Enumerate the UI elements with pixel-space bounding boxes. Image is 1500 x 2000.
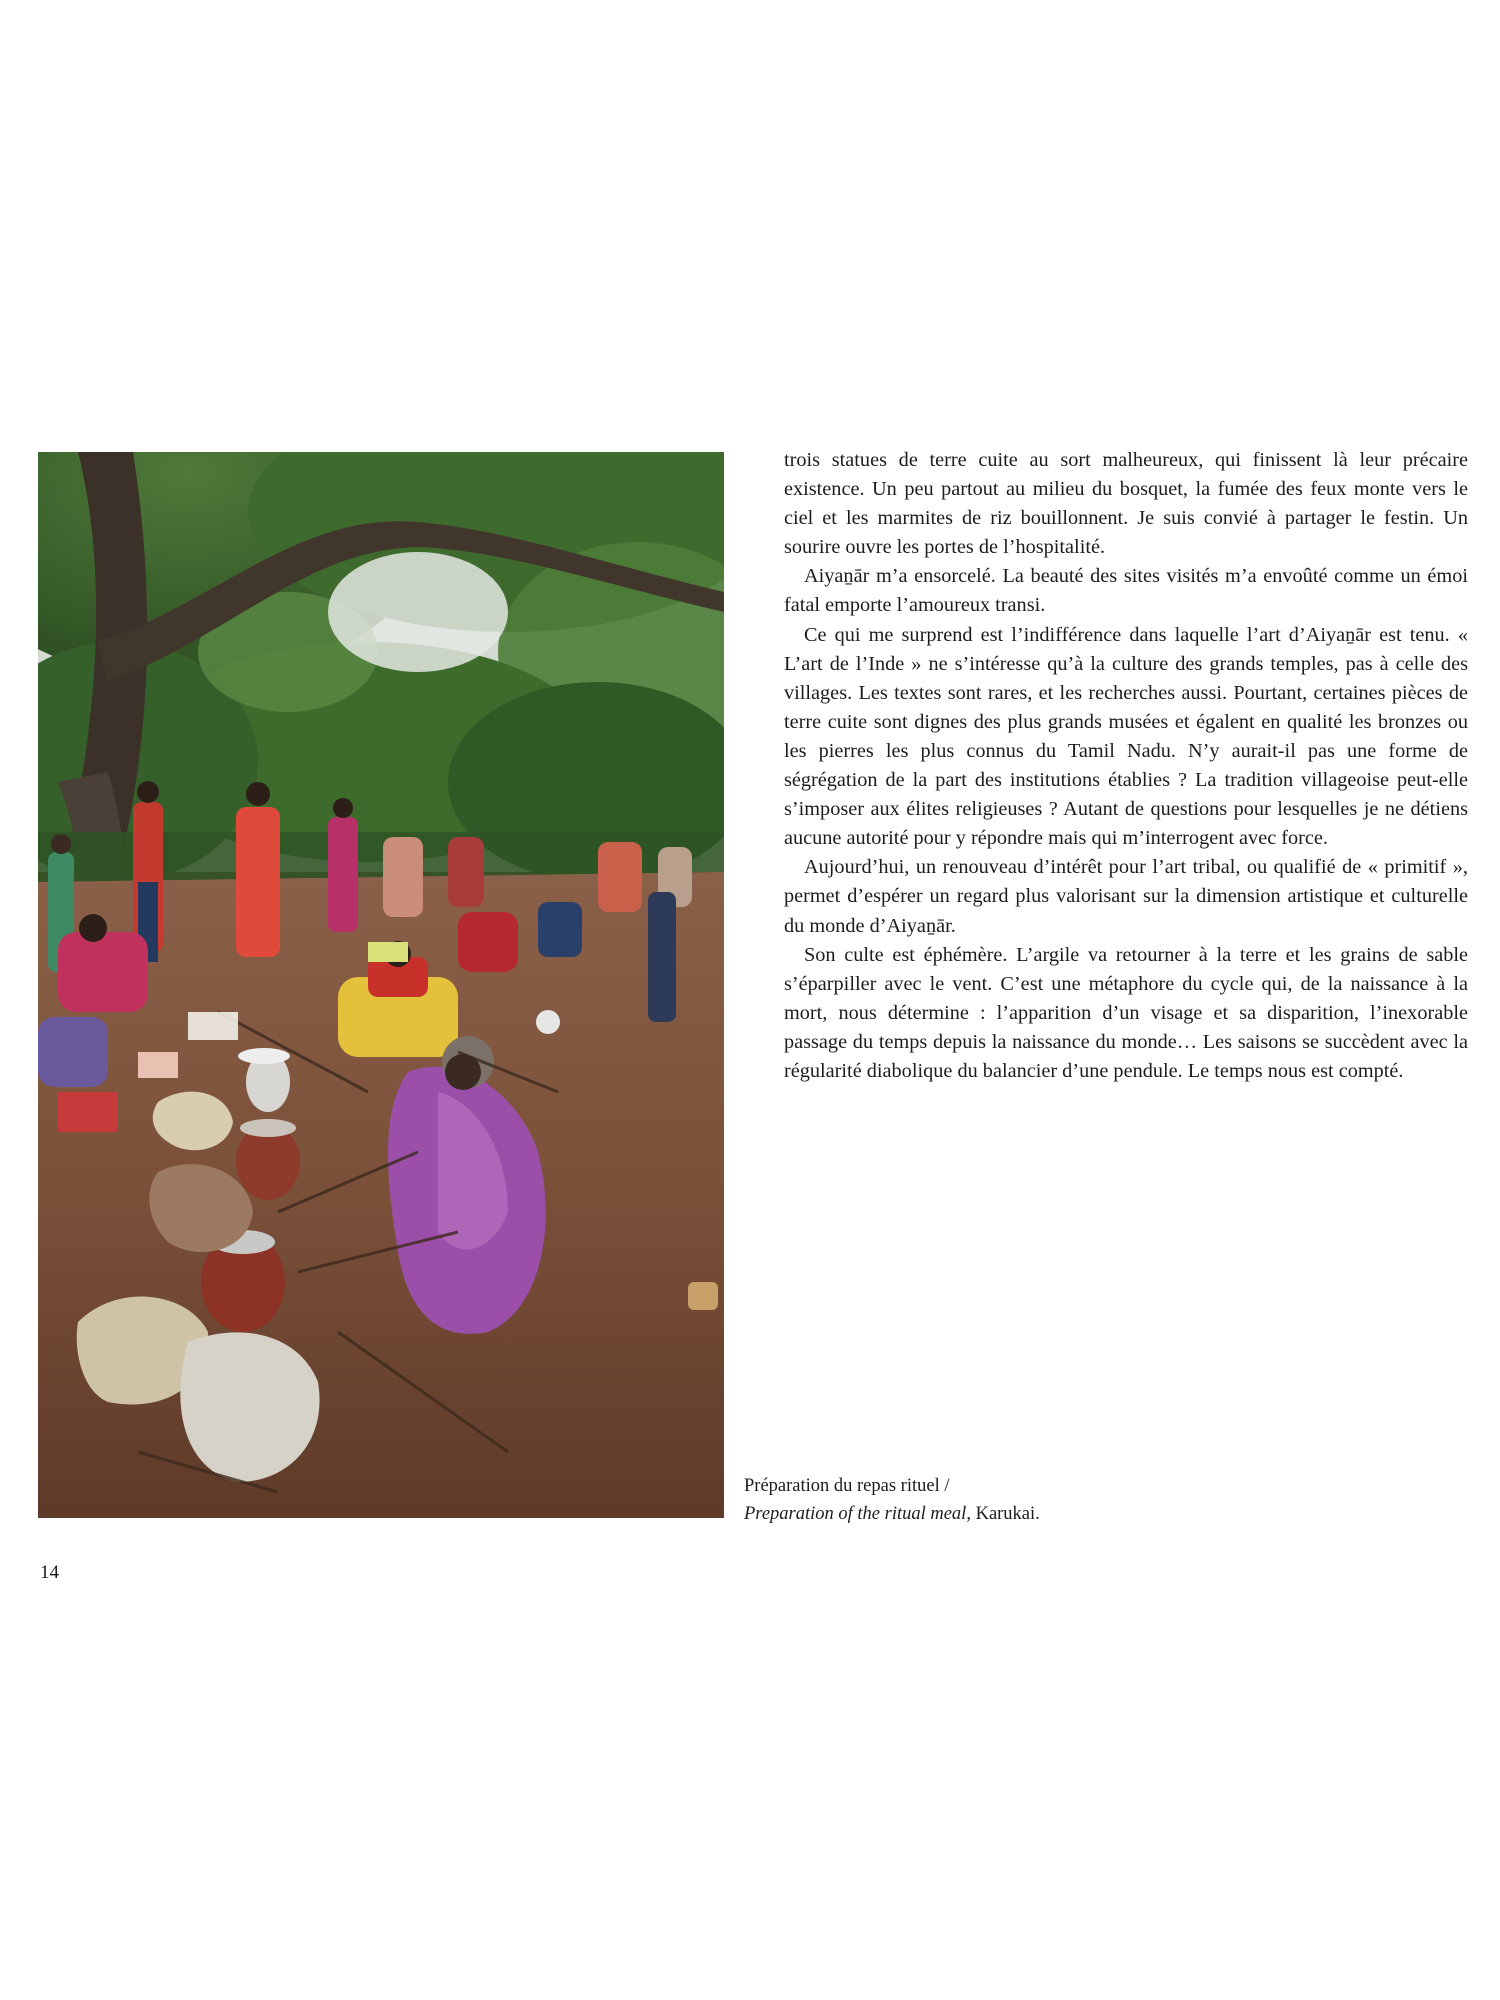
ritual-meal-photo (38, 452, 724, 1518)
page-number: 14 (40, 1562, 59, 1583)
caption-place: , Karukai. (966, 1504, 1040, 1524)
paragraph-1: trois statues de terre cuite au sort malheureux, qui finissent là leur précaire existence. Un peu partout au milieu du bosquet, la fumée des feux monte vers le ciel et les marmites de riz bouillonnent. Je suis convié à partager le festin. Un sourire ouvre les portes de l’hospitalité. (784, 449, 1468, 559)
paragraph-5: Son culte est éphémère. L’argile va retourner à la terre et les grains de sable s’éparpiller avec le vent. C’est une métaphore du cycle qui, de la naissance à la mort, nous détermine : l’apparition d’un visage et sa disparition, l’inexorable passage du temps depuis la naissance du monde… Les saisons se succèdent avec la régularité diabolique du balancier d’une pendule. Le temps nous est compté. (784, 943, 1468, 1082)
paragraph-2: Aiyaṉār m’a ensorcelé. La beauté des sites visités m’a envoûté comme un émoi fatal emporte l’amoureux transi. (784, 565, 1468, 617)
body-text (784, 446, 1468, 1086)
paragraph-4: Aujourd’hui, un renouveau d’intérêt pour l’art tribal, ou qualifié de « primitif », permet d’espérer un regard plus valorisant sur la dimension artistique et culturelle du monde d’Aiyaṉār. (784, 856, 1468, 937)
caption-french: Préparation du repas rituel / (744, 1476, 950, 1496)
photo-caption (744, 1472, 1104, 1528)
paragraph-3: Ce qui me surprend est l’indifférence dans laquelle l’art d’Aiyaṉār est tenu. « L’art de l’Inde » ne s’intéresse qu’à la culture des grands temples, pas à celle des villages. Les textes sont rares, et les recherches aussi. Pourtant, certaines pièces de terre cuite sont dignes des plus grands musées et égalent en qualité les bronzes ou les pierres les plus connus du Tamil Nadu. N’y aurait-il pas une forme de ségrégation de la part des institutions établies ? La tradition villageoise peut-elle s’imposer aux élites religieuses ? Autant de questions pour lesquelles je ne détiens aucune autorité pour y répondre mais qui m’interrogent avec force. (784, 623, 1468, 850)
caption-english: Preparation of the ritual meal (744, 1504, 967, 1524)
caption-english-line (744, 1500, 1104, 1528)
